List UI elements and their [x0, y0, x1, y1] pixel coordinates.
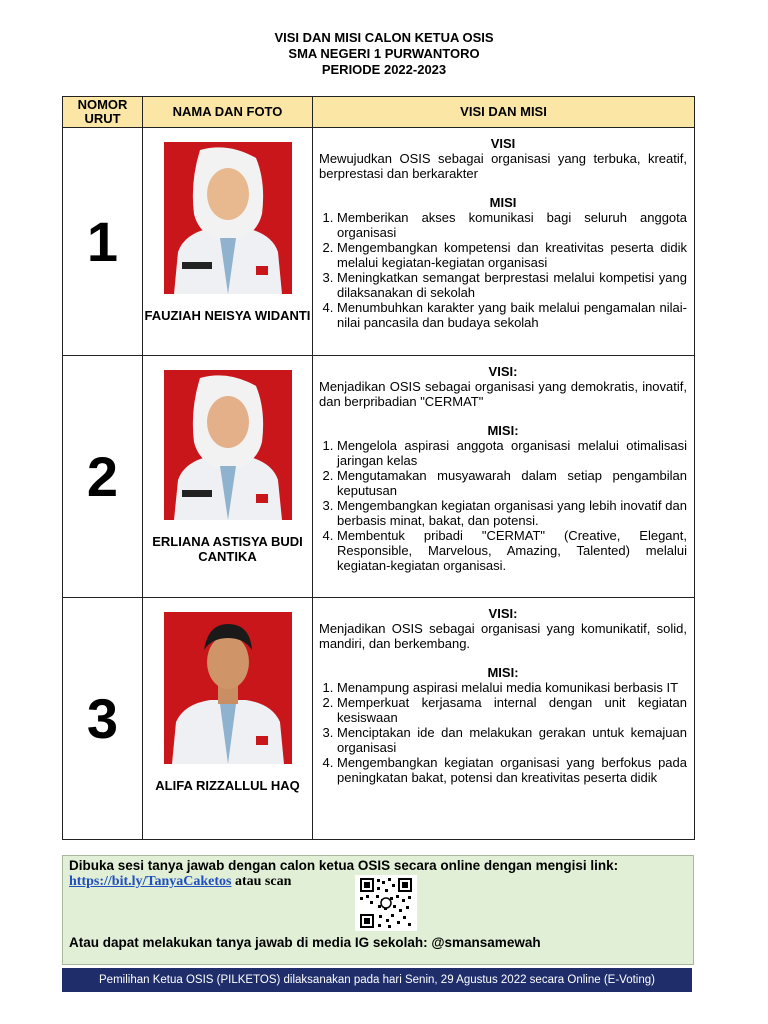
misi-item: 2. Mengutamakan musyawarah dalam setiap pengambilan keputusan — [337, 468, 687, 498]
title-line-3: PERIODE 2022-2023 — [321, 62, 447, 77]
candidate-row-2 — [63, 356, 695, 598]
qa-info-box — [62, 855, 694, 965]
misi-item: 3. Meningkatkan semangat berprestasi melalui kompetisi yang dilaksanakan di sekolah — [337, 270, 687, 300]
misi-list — [319, 210, 687, 330]
misi-item: 3. Mengembangkan kegiatan organisasi yang lebih inovatif dan berbasis minat, bakat, dan potensi. — [337, 498, 687, 528]
misi-item: 2. Memperkuat kerjasama internal dengan unit kegiatan kesiswaan — [337, 695, 687, 725]
qa-intro-text: Dibuka sesi tanya jawab dengan calon ketua OSIS secara online dengan mengisi link: — [69, 858, 619, 873]
visi-text: Menjadikan OSIS sebagai organisasi yang komunikatif, solid, mandiri, dan berkembang. — [319, 621, 687, 651]
candidates-table — [62, 96, 695, 840]
header-visi-misi: VISI DAN MISI — [313, 97, 695, 128]
title-line-2: SMA NEGERI 1 PURWANTORO — [288, 46, 480, 61]
qa-instagram-text: Atau dapat melakukan tanya jawab di media IG sekolah: @smansamewah — [69, 935, 541, 950]
candidate-number: 1 — [63, 128, 143, 356]
qa-link[interactable]: https://bit.ly/TanyaCaketos — [69, 874, 232, 889]
qa-link-line — [69, 874, 291, 890]
visi-heading: VISI: — [488, 606, 518, 621]
misi-item: 2. Mengembangkan kompetensi dan kreativitas peserta didik melalui kegiatan-kegiatan organisasi — [337, 240, 687, 270]
qa-scan-text: atau scan — [234, 874, 292, 889]
candidate-row-1 — [63, 128, 695, 356]
candidate-number: 3 — [63, 598, 143, 840]
misi-item: 4. Membentuk pribadi "CERMAT" (Creative, Elegant, Responsible, Marvelous, Amazing, Talented) melalui kegiatan-kegiatan organisasi. — [337, 528, 687, 573]
document-title — [0, 30, 768, 78]
candidate-number: 2 — [63, 356, 143, 598]
candidate-name-photo-cell — [143, 128, 313, 356]
header-nomor-urut: NOMOR URUT — [63, 97, 143, 128]
misi-item: 4. Menumbuhkan karakter yang baik melalui pengamalan nilai-nilai pancasila dan budaya sekolah — [337, 300, 687, 330]
candidate-photo — [164, 370, 292, 520]
footer-banner: Pemilihan Ketua OSIS (PILKETOS) dilaksanakan pada hari Senin, 29 Agustus 2022 secara Online (E-Voting) — [62, 968, 692, 992]
misi-list — [319, 680, 687, 785]
candidate-row-3 — [63, 598, 695, 840]
candidate-name: ERLIANA ASTISYA BUDI CANTIKA — [152, 534, 303, 564]
visi-text: Mewujudkan OSIS sebagai organisasi yang terbuka, kreatif, berprestasi dan berkarakter — [319, 151, 687, 181]
misi-item: 3. Menciptakan ide dan melakukan gerakan untuk kemajuan organisasi — [337, 725, 687, 755]
candidate-photo — [164, 612, 292, 764]
table-header-row — [63, 97, 695, 128]
misi-item: 1. Mengelola aspirasi anggota organisasi melalui otimalisasi jaringan kelas — [337, 438, 687, 468]
misi-item: 4. Mengembangkan kegiatan organisasi yang berfokus pada peningkatan bakat, potensi dan kreativitas peserta didik — [337, 755, 687, 785]
misi-list — [319, 438, 687, 573]
candidate-name-photo-cell — [143, 598, 313, 840]
misi-heading: MISI: — [487, 423, 519, 438]
candidate-name-photo-cell — [143, 356, 313, 598]
misi-heading: MISI — [489, 195, 517, 210]
header-nama-foto: NAMA DAN FOTO — [143, 97, 313, 128]
misi-item: 1. Memberikan akses komunikasi bagi seluruh anggota organisasi — [337, 210, 687, 240]
misi-item: 1. Menampung aspirasi melalui media komunikasi berbasis IT — [337, 680, 687, 695]
qr-code-icon[interactable] — [355, 875, 417, 931]
misi-heading: MISI: — [487, 665, 519, 680]
candidate-visi-misi — [313, 356, 695, 598]
title-line-1: VISI DAN MISI CALON KETUA OSIS — [274, 30, 494, 45]
candidate-photo — [164, 142, 292, 294]
candidate-name: ALIFA RIZZALLUL HAQ — [155, 778, 300, 793]
visi-heading: VISI — [490, 136, 516, 151]
visi-heading: VISI: — [488, 364, 518, 379]
visi-text: Menjadikan OSIS sebagai organisasi yang demokratis, inovatif, dan berpribadian "CERMAT" — [319, 379, 687, 409]
candidate-name: FAUZIAH NEISYA WIDANTI — [144, 308, 311, 323]
candidate-visi-misi — [313, 128, 695, 356]
candidate-visi-misi — [313, 598, 695, 840]
